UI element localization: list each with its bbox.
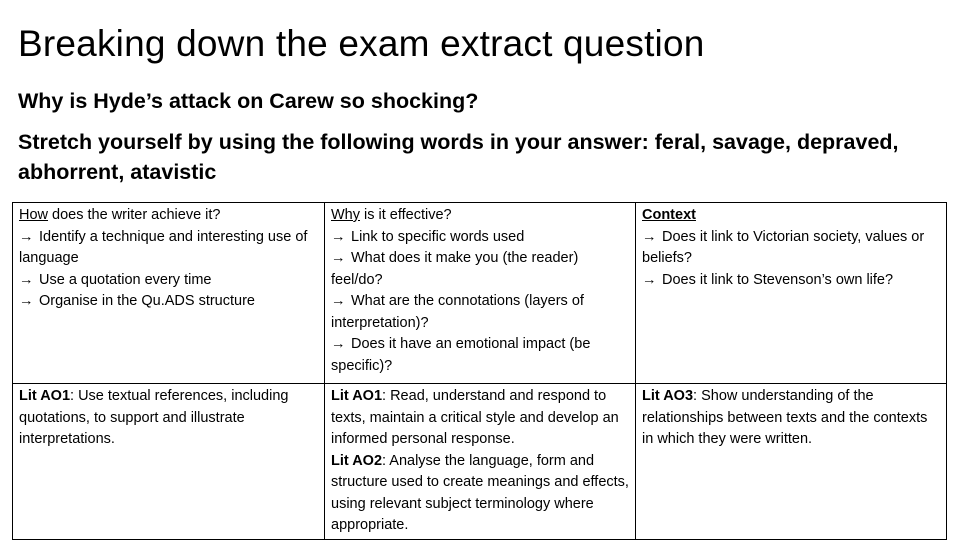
context-point-1: → Does it link to Victorian society, values or beliefs? <box>642 228 925 266</box>
ao2-line <box>331 451 629 537</box>
ao-label: Lit AO1 <box>331 388 383 404</box>
why-heading: Why is it effective? <box>331 207 452 223</box>
guidance-table <box>12 202 947 540</box>
arrow-icon: → <box>19 228 34 245</box>
arrow-icon: → <box>642 271 657 288</box>
how-point-1: → Identify a technique and interesting use of language <box>19 228 308 266</box>
cell-ao-context <box>636 384 947 540</box>
how-heading: How does the writer achieve it? <box>19 207 221 223</box>
why-point-4: → Does it have an emotional impact (be specific)? <box>331 336 591 374</box>
arrow-icon: → <box>642 228 657 245</box>
how-point-2: → Use a quotation every time <box>19 270 318 292</box>
stretch-prompt: Stretch yourself by using the following words in your answer: feral, savage, depraved, abhorrent, atavistic <box>18 130 899 184</box>
why-point-3: → What are the connotations (layers of interpretation)? <box>331 293 584 331</box>
arrow-icon: → <box>331 228 346 245</box>
cell-context <box>636 203 947 384</box>
cell-how <box>13 203 325 384</box>
arrow-icon: → <box>331 293 346 309</box>
cell-ao-why <box>325 384 636 540</box>
ao-text: : Show understanding of the relationships between texts and the contexts in which they were written. <box>642 388 928 447</box>
table-row-questions <box>13 203 947 384</box>
exam-question: Why is Hyde’s attack on Carew so shocking? <box>18 89 479 113</box>
context-heading: Context <box>642 207 696 223</box>
arrow-icon: → <box>331 250 346 266</box>
why-point-2: → What does it make you (the reader) feel/do? <box>331 250 579 288</box>
table-row-objectives <box>13 384 947 540</box>
ao-text: : Read, understand and respond to texts, maintain a critical style and develop an informed personal response. <box>331 388 619 447</box>
cell-ao-how <box>13 384 325 540</box>
arrow-icon: → <box>19 293 34 309</box>
why-point-1: → Link to specific words used <box>331 227 629 249</box>
how-point-3: → Organise in the Qu.ADS structure <box>19 291 318 313</box>
page-title: Breaking down the exam extract question <box>18 23 705 64</box>
ao-label: Lit AO2 <box>331 452 383 469</box>
arrow-icon: → <box>19 271 34 288</box>
context-point-2: → Does it link to Stevenson’s own life? <box>642 270 940 292</box>
ao-label: Lit AO3 <box>642 388 694 404</box>
arrow-icon: → <box>331 336 346 352</box>
ao-text: : Use textual references, including quotations, to support and illustrate interpretations. <box>19 388 289 447</box>
cell-why <box>325 203 636 384</box>
ao-label: Lit AO1 <box>19 388 71 404</box>
ao-text: : Analyse the language, form and structure used to create meanings and effects, using relevant subject terminology where appropriate. <box>331 452 629 533</box>
